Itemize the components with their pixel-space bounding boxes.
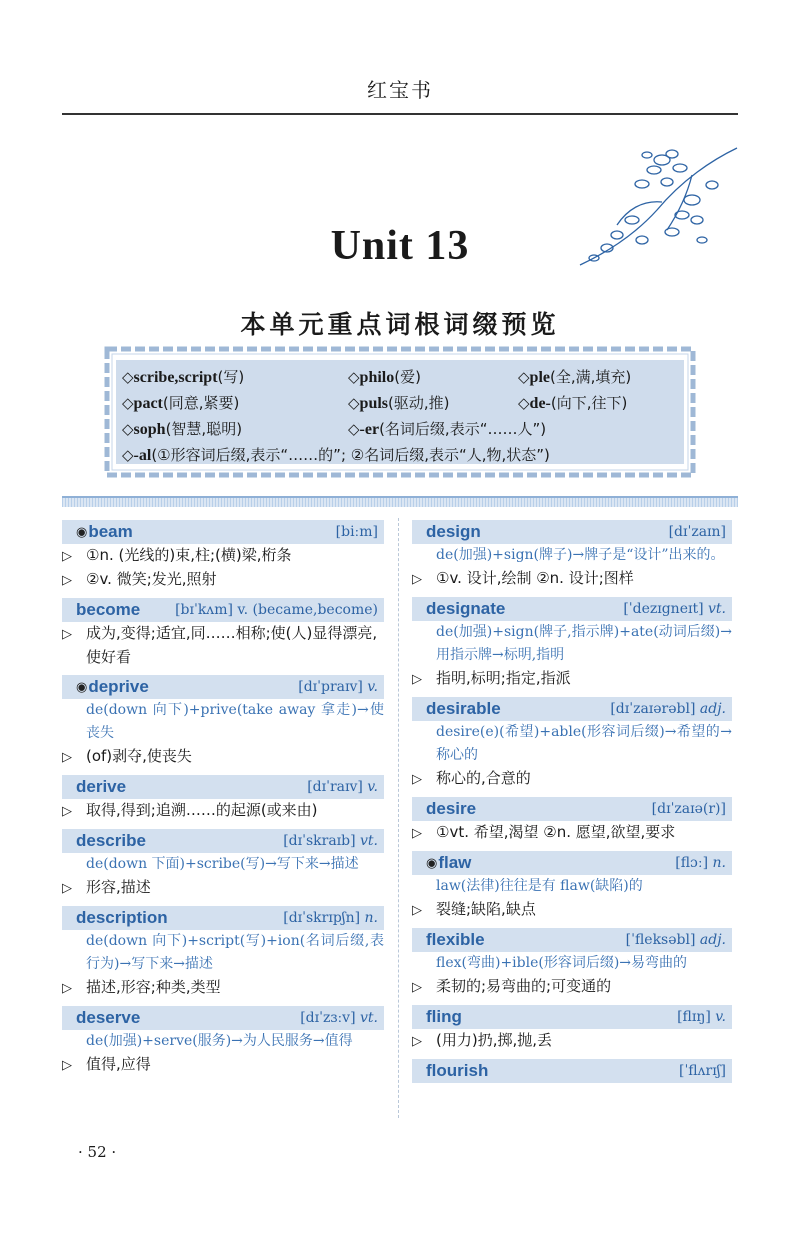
headword-bar [412,520,732,544]
definition-text: 形容,描述 [86,878,151,896]
headword: design [426,522,481,541]
word-entry [412,851,732,922]
part-of-speech: v. [710,1009,726,1025]
definition [412,567,732,591]
word-entry [62,829,384,900]
right-column [412,520,732,1089]
pronunciation: [flɪŋ] v. [677,1009,726,1025]
pronunciation: [flɔː] n. [675,855,726,871]
root-item: ◇philo(爱) [348,368,421,386]
definition [412,898,732,922]
headword: deprive [88,677,149,696]
headword-bar [412,1059,732,1083]
triangle-bullet-icon: ▷ [62,750,72,765]
root-item: ◇pact(同意,紧要) [122,394,240,412]
header-rule [62,113,738,115]
etymology-note: de(加强)+serve(服务)→为人民服务→值得 [86,1033,353,1049]
headword: desire [426,799,477,818]
definition-text: 裂缝;缺陷,缺点 [436,900,536,918]
word-entry [412,520,732,591]
headword: description [76,908,168,927]
root-item: ◇scribe,script(写) [122,368,245,386]
headword: fling [426,1007,462,1026]
word-entry [62,675,384,769]
triangle-bullet-icon: ▷ [412,903,422,918]
definition [62,976,384,1000]
word-entry [62,775,384,823]
etymology-note: de(down 向下)+prive(take away 拿走)→使丧失 [86,702,384,741]
headword-bar [412,697,732,721]
preview-box [104,346,696,478]
headword: describe [76,831,146,850]
word-entry [412,1005,732,1053]
definition [62,799,384,823]
definition-text: 值得,应得 [86,1055,151,1073]
etymology-note: de(加强)+sign(牌子,指示牌)+ate(动词后缀)→用指示牌→标明,指明 [436,624,732,663]
etymology-note: desire(e)(希望)+able(形容词后缀)→希望的→称心的 [436,724,732,763]
pronunciation: [ˈdezɪgneɪt] vt. [623,601,726,617]
headword: become [76,600,141,619]
triangle-bullet-icon: ▷ [62,549,72,564]
word-entry [62,1006,384,1077]
key-word-marker-icon: ◉ [76,679,88,695]
triangle-bullet-icon: ▷ [62,881,72,896]
part-of-speech: v. [362,679,378,695]
definition-text: 描述,形容;种类,类型 [86,978,221,996]
section-divider [62,496,738,507]
headword-bar [412,597,732,621]
headword-bar [62,775,384,799]
pronunciation: [dɪˈzɜːv] vt. [300,1010,378,1026]
definition [412,821,732,845]
running-head: 红宝书 [367,78,433,102]
triangle-bullet-icon: ▷ [62,573,72,588]
pronunciation: [bɪˈkʌm] v. (became,become) [175,602,378,618]
unit-title: Unit 13 [330,223,470,269]
word-entry [62,520,384,592]
definition-text: 取得,得到;追溯……的起源(或来由) [86,801,318,819]
headword-bar [62,520,384,544]
definition-text: 称心的,合意的 [436,769,531,787]
definition [62,876,384,900]
root-item: ◇soph(智慧,聪明) [122,420,243,438]
triangle-bullet-icon: ▷ [62,627,72,642]
part-of-speech: adj. [695,932,726,948]
key-word-marker-icon: ◉ [76,524,88,540]
pronunciation: [dɪˈskrɪpʃn] n. [283,910,378,926]
headword-bar [62,675,384,699]
headword-bar [62,598,384,622]
triangle-bullet-icon: ▷ [412,572,422,587]
headword-bar [62,829,384,853]
headword: flaw [438,853,472,872]
pronunciation: [dɪˈzaɪə(r)] [651,801,726,817]
word-entry [412,928,732,999]
word-entry [412,797,732,845]
definition [62,745,384,769]
headword: flourish [426,1061,489,1080]
part-of-speech: n. [708,855,726,871]
pronunciation: [dɪˈpraɪv] v. [298,679,378,695]
definition-text: ①v. 设计,绘制 ②n. 设计;图样 [436,569,634,587]
etymology-note: de(down 向下)+script(写)+ion(名词后缀,表行为)→写下来→描述 [86,933,384,972]
definition-text: 指明,标明;指定,指派 [436,669,571,687]
triangle-bullet-icon: ▷ [412,772,422,787]
pronunciation: [ˈflʌrɪʃ] [679,1063,726,1079]
pronunciation: [biːm] [335,524,378,540]
headword: deserve [76,1008,141,1027]
triangle-bullet-icon: ▷ [412,826,422,841]
pronunciation: [dɪˈraɪv] v. [307,779,378,795]
definition-text: (of)剥夺,使丧失 [86,747,192,765]
word-entry [62,598,384,669]
definition [62,622,384,669]
etymology-note: flex(弯曲)+ible(形容词后缀)→易弯曲的 [436,955,688,971]
root-item: ◇puls(驱动,推) [348,394,450,412]
headword-bar [412,1005,732,1029]
part-of-speech: adj. [695,701,726,717]
definition [62,1053,384,1077]
definition [412,767,732,791]
headword-bar [412,851,732,875]
root-item: ◇de-(向下,往下) [518,394,628,412]
pronunciation: [dɪˈzaɪərəbl] adj. [610,701,726,717]
triangle-bullet-icon: ▷ [62,804,72,819]
definition-text: ②v. 微笑;发光,照射 [86,570,217,588]
column-separator [398,518,399,1118]
root-item: ◇-al(①形容词后缀,表示“……的”; ②名词后缀,表示“人,物,状态”) [122,446,550,464]
etymology-note: de(加强)+sign(牌子)→牌子是“设计”出来的。 [436,547,725,563]
pronunciation: [dɪˈskraɪb] vt. [283,833,378,849]
definition-text: (用力)扔,掷,抛,丢 [436,1031,553,1049]
headword-bar [62,1006,384,1030]
part-of-speech: vt. [355,833,378,849]
etymology-note: law(法律)往往是有 flaw(缺陷)的 [436,878,643,894]
triangle-bullet-icon: ▷ [62,1058,72,1073]
root-item: ◇ple(全,满,填充) [518,368,632,386]
preview-title: 本单元重点词根词缀预览 [240,310,560,339]
part-of-speech: vt. [355,1010,378,1026]
definition [412,1029,732,1053]
triangle-bullet-icon: ▷ [412,672,422,687]
headword: flexible [426,930,485,949]
word-entry [412,1059,732,1083]
key-word-marker-icon: ◉ [426,855,438,871]
part-of-speech: vt. [703,601,726,617]
definition-text: 柔韧的;易弯曲的;可变通的 [436,977,612,995]
root-item: ◇-er(名词后缀,表示“……人”) [348,420,547,438]
part-of-speech: v. [362,779,378,795]
triangle-bullet-icon: ▷ [412,980,422,995]
etymology-note: de(down 下面)+scribe(写)→写下来→描述 [86,856,359,872]
headword-bar [412,797,732,821]
left-column [62,520,384,1083]
definition [412,667,732,691]
definition [62,544,384,568]
definition [62,568,384,592]
pronunciation: [ˈfleksəbl] adj. [625,932,726,948]
part-of-speech: n. [360,910,378,926]
triangle-bullet-icon: ▷ [412,1034,422,1049]
word-entry [412,697,732,791]
preview-inner [116,360,684,464]
headword-bar [62,906,384,930]
definition [412,975,732,999]
word-entry [62,906,384,1000]
headword: beam [88,522,133,541]
pronunciation: [dɪˈzaɪn] [668,524,726,540]
headword-bar [412,928,732,952]
definition-text: 成为,变得;适宜,同……相称;使(人)显得漂亮,使好看 [86,624,378,666]
headword: designate [426,599,506,618]
definition-text: ①vt. 希望,渴望 ②n. 愿望,欲望,要求 [436,823,676,841]
definition-text: ①n. (光线的)束,柱;(横)梁,桁条 [86,546,292,564]
headword: derive [76,777,127,796]
headword: desirable [426,699,501,718]
page-number: · 52 · [78,1143,117,1161]
word-entry [412,597,732,691]
triangle-bullet-icon: ▷ [62,981,72,996]
